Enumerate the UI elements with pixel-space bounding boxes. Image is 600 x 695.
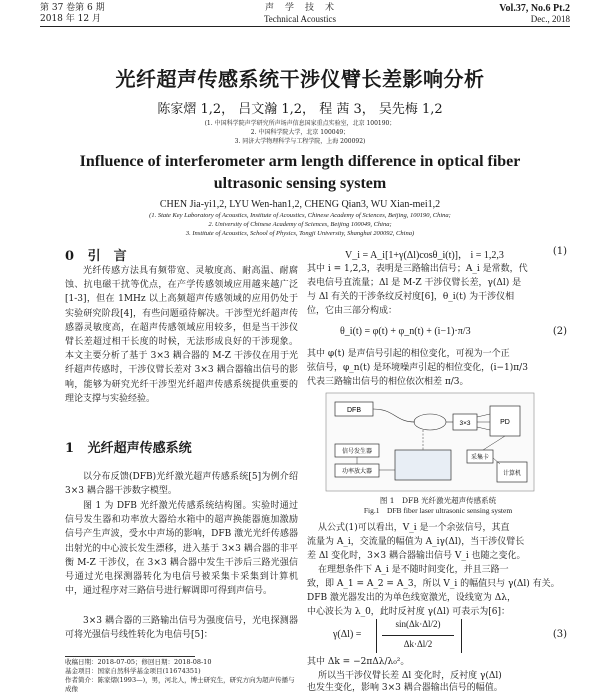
- volume-date: Dec., 2018: [530, 14, 570, 24]
- analysis-line-3: 差 Δl 变化时，3×3 耦合器输出信号 V_i 也随之变化。: [307, 551, 526, 561]
- affiliation-cn-2: 2. 中国科学院大学，北京 100049；: [250, 129, 350, 136]
- figure-1-diagram: [325, 392, 535, 492]
- analysis-line-1: 从公式(1)可以看出，V_i 是一个余弦信号，其直: [318, 523, 510, 533]
- section-1-heading: [65, 437, 192, 456]
- power-amplifier-label: 功率放大器: [341, 468, 373, 475]
- equation-3-denominator: Δk·Δl/2: [403, 639, 433, 649]
- equation-1: V_i = A_i[1+γ(Δl)cosθ_i(t)]， i = 1,2,3: [345, 250, 504, 261]
- eq1-explanation-line-2: 表电信号直流量；Δl 是 M-Z 干涉仪臂长差，γ(Δl) 是: [307, 278, 522, 288]
- analysis-line-5: 致，即 A_1 = A_2 = A_3，所以 V_i 的幅值只与 γ(Δl) 有关。: [307, 579, 560, 589]
- eq3-where: 其中 Δk = −2πΔλ/λ₀²。: [307, 657, 410, 667]
- paper-title-en: [0, 151, 600, 195]
- journal-issue: 第 37 卷第 6 期: [40, 3, 105, 13]
- footnote-divider: [65, 656, 195, 657]
- journal-date: 2018 年 12 月: [40, 14, 101, 24]
- dfb-label: DFB: [347, 407, 361, 414]
- affiliation-en-2: 2. University of Chinese Academy of Sciences, Beijing 100049, China;: [208, 221, 392, 228]
- equation-3-numerator: sin(Δk·Δl/2): [395, 619, 441, 629]
- system-paragraph-1: 以分布反馈(DFB)光纤激光超声传感系统[5]为例介绍 3×3 耦合器干涉数字模型。: [65, 472, 298, 497]
- section-1-title: 光纤超声传感系统: [87, 441, 192, 456]
- eq1-explanation-line-4: 位，它由三部分构成：: [307, 306, 398, 316]
- affiliation-cn-3: 3. 同济大学物理科学与工程学院，上海 200092): [234, 138, 366, 145]
- header-divider: [40, 26, 570, 27]
- figure-1-caption-en: Fig.1 DFB fiber laser ultrasonic sensing system: [363, 506, 513, 515]
- equation-1-number: (1): [552, 246, 567, 257]
- analysis-line-6: DFB 激光器发出的为单色线宽激光，设线宽为 Δλ，: [307, 593, 517, 603]
- computer-label: 计算机: [502, 470, 522, 477]
- system-paragraph-2: 图 1 为 DFB 光纤激光传感系统结构图。实验时通过信号发生器和功率放大器给水箱中的超声换能器施加激励信号产生声波，受水中声场的影响，DFB 激光光纤传感器出射光的中心波长发生漂移，进入基于 3×3 耦合器的非平衡 M-Z 干涉仪，在 3×3 耦合器中发生干涉后三路光强信号通过光电探测器转化为电信号被采集卡采集到计算机中，通过程序对三路信号进行解调即可得到声信号。: [65, 501, 298, 597]
- paper-title-en-line1: Influence of interferometer arm length difference in optical fiber: [79, 153, 521, 170]
- equation-3-number: (3): [552, 629, 567, 640]
- signal-generator-label: 信号发生器: [341, 448, 373, 455]
- footnote-author: 作者简介：陈家熠(1993—)，男，河北人，博士研究生，研究方向为超声传播与成像: [65, 676, 295, 693]
- analysis-line-7: 中心波长为 λ_0，此时反衬度 γ(Δl) 可表示为[6]：: [307, 607, 511, 617]
- equation-2: θ_i(t) = φ(t) + φ_n(t) + (i−1)·π/3: [340, 326, 471, 337]
- section-0-title: 引 言: [87, 249, 127, 264]
- eq2-explanation-line-2: 弦信号，φ_n(t) 是环境噪声引起的相位变化，(i−1)π/3: [307, 363, 528, 373]
- photodetector-label: PD: [500, 419, 510, 426]
- analysis-line-2: 流量为 A_i，交流量的幅值为 A_iγ(Δl)，当干涉仪臂长: [307, 537, 525, 547]
- section-1-number: 1: [65, 441, 75, 456]
- equation-3-lhs: γ(Δl) =: [333, 629, 362, 640]
- closing-line-1: 所以当干涉仪臂长差 Δl 变化时，反衬度 γ(Δl): [318, 671, 502, 681]
- journal-name-en: Technical Acoustics: [263, 14, 337, 24]
- affiliation-en-3: 3. Institute of Acoustics, School of Physics, Tongji University, Shanghai 200092, China): [185, 230, 415, 237]
- volume-info: Vol.37, No.6 Pt.2: [499, 3, 570, 14]
- authors-cn: 陈家熠 1,2， 吕文瀚 1,2， 程 茜 3， 吴先梅 1,2: [157, 102, 443, 117]
- section-0-heading: [65, 245, 127, 264]
- acquisition-card-label: 采集卡: [470, 454, 490, 461]
- figure-1-caption-cn: 图 1 DFB 光纤激光超声传感系统: [379, 496, 497, 505]
- authors-en: CHEN Jia-yi1,2, LYU Wen-han1,2, CHENG Qian3, WU Xian-mei1,2: [159, 199, 441, 210]
- footnote-fund: 基金项目：国家自然科学基金项目(11674351): [65, 667, 201, 675]
- equation-3-fraction-bar: [382, 635, 454, 636]
- closing-line-2: 也发生变化，影响 3×3 耦合器输出信号的幅值。: [307, 683, 503, 693]
- water-tank: [395, 450, 451, 480]
- coupler-label: 3×3: [459, 420, 471, 427]
- system-paragraph-3: 3×3 耦合器的三路输出信号为强度信号，光电探测器可将光强信号线性转化为电信号[5]：: [65, 616, 298, 641]
- eq2-explanation-line-1: 其中 φ(t) 是声信号引起的相位变化，可视为一个正: [307, 349, 510, 359]
- affiliation-en-1: (1. State Key Laboratory of Acoustics, Institute of Acoustics, Chinese Academy of Sciences, Beijing, 100190, China;: [149, 212, 451, 219]
- intro-paragraph: 光纤传感方法具有频带宽、灵敏度高、耐高温、耐腐蚀、抗电磁干扰等优点，在产学传感领域应用越来越广泛[1-3]，但在 1MHz 以上高频超声传感领域的应用仍处于实验研究阶段[4]，有些问题亟待解决。干涉型光纤超声传感器灵敏度高，在超声传感领域应用较多，但是当干涉仪臂长差超过相干长度的时候，无法形成良好的干涉现象。本文主要分析了基于 3×3 耦合器的 M-Z 干涉仪在用于光纤超声传感时，干涉仪臂长差对 3×3 耦合器输出信号的影响，能够为研究光纤干涉型光纤超声传感系统提供重要的理论支撑与实验经验。: [65, 266, 298, 404]
- eq2-explanation-line-3: 代表三路输出信号的相位依次相差 π/3。: [307, 377, 469, 387]
- paper-title-en-line2: ultrasonic sensing system: [213, 175, 387, 192]
- paper-title-cn: 光纤超声传感系统干涉仪臂长差影响分析: [115, 67, 485, 91]
- footnote-received: 收稿日期：2018-07-05；修回日期：2018-08-10: [65, 658, 212, 666]
- equation-2-number: (2): [552, 326, 567, 337]
- section-0-number: 0: [65, 249, 75, 264]
- analysis-line-4: 在理想条件下 A_i 是不随时间变化，并且三路一: [318, 565, 509, 575]
- eq1-explanation-line-3: 与 Δl 有关的干涉条纹反衬度[6]，θ_i(t) 为干涉仪相: [307, 292, 515, 302]
- eq1-explanation-line-1: 其中 i = 1,2,3，表明是三路输出信号；A_i 是常数，代: [307, 264, 528, 274]
- affiliation-cn-1: (1. 中国科学院声学研究所声场声信息国家重点实验室，北京 100190；: [204, 120, 396, 127]
- journal-name-cn: 声 学 技 术: [264, 3, 335, 13]
